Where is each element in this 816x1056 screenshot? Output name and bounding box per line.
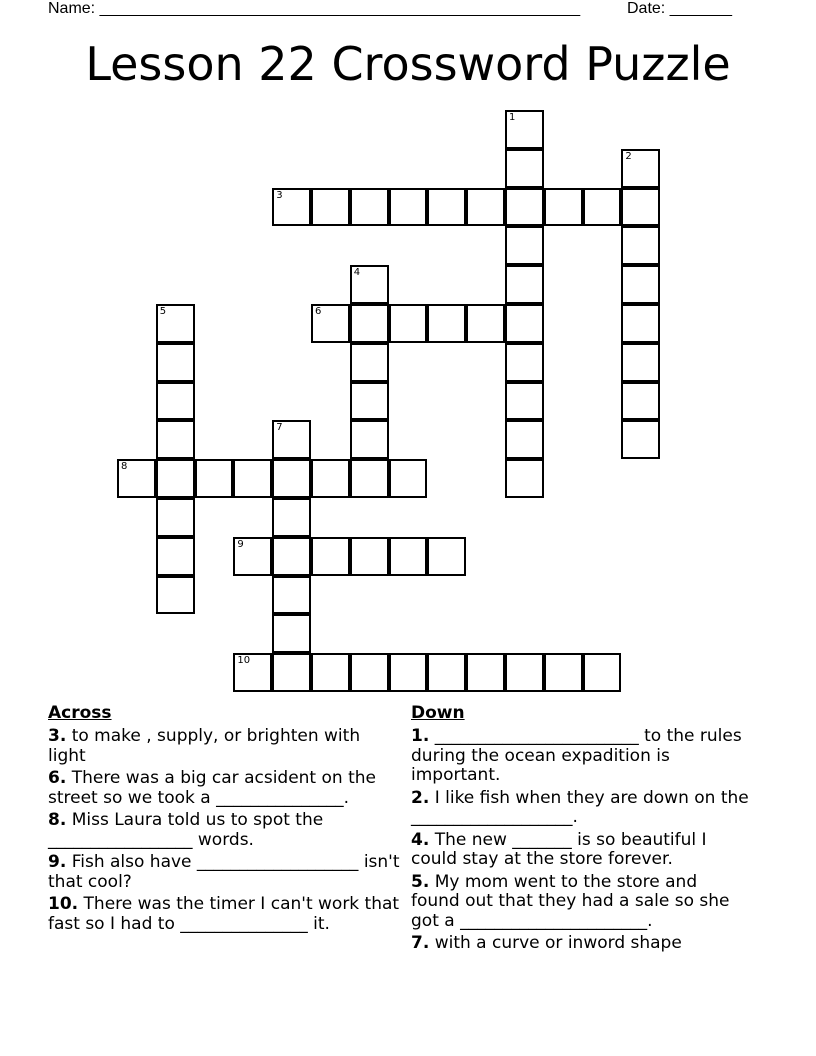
- clue-number-label: 10: [237, 655, 251, 667]
- crossword-cell[interactable]: [156, 576, 195, 615]
- crossword-cell[interactable]: [505, 459, 544, 498]
- down-heading: Down: [411, 703, 465, 723]
- clue-across-3: [48, 727, 403, 766]
- crossword-cell[interactable]: [427, 653, 466, 692]
- clue-text: Miss Laura told us to spot the _________________ words.: [48, 810, 324, 850]
- crossword-cell[interactable]: [427, 537, 466, 576]
- crossword-cell[interactable]: [389, 537, 428, 576]
- crossword-cell[interactable]: [350, 537, 389, 576]
- clue-down-4: [411, 831, 751, 870]
- crossword-cell[interactable]: [350, 653, 389, 692]
- clue-number: 2.: [411, 787, 430, 808]
- clue-text: with a curve or inword shape: [429, 933, 682, 953]
- crossword-cell[interactable]: [544, 653, 583, 692]
- crossword-cell[interactable]: [621, 343, 660, 382]
- clue-text: Fish also have ___________________ isn't that cool?: [48, 852, 400, 892]
- clue-number-label: 1: [509, 112, 516, 123]
- crossword-cell[interactable]: [505, 420, 544, 459]
- crossword-cell[interactable]: [233, 459, 272, 498]
- clue-number: 7.: [411, 933, 430, 953]
- clue-down-2: [411, 789, 751, 828]
- crossword-cell[interactable]: [311, 459, 350, 498]
- clue-number-label: 3: [276, 189, 283, 201]
- crossword-cell[interactable]: [583, 188, 622, 227]
- crossword-cell[interactable]: [272, 614, 311, 653]
- crossword-cell[interactable]: [621, 420, 660, 459]
- clue-text: ________________________ to the rules during the ocean expadition is important.: [411, 726, 742, 785]
- clue-across-6: [48, 769, 403, 808]
- crossword-cell[interactable]: [272, 420, 311, 459]
- clue-number-label: 2: [625, 150, 632, 162]
- crossword-cell[interactable]: [505, 110, 544, 149]
- crossword-cell[interactable]: [350, 343, 389, 382]
- clue-text: There was the timer I can't work that fast so I had to _______________ it.: [48, 894, 400, 934]
- crossword-cell[interactable]: [272, 188, 311, 227]
- crossword-cell[interactable]: [621, 304, 660, 343]
- crossword-cell[interactable]: [389, 188, 428, 227]
- crossword-cell[interactable]: [311, 188, 350, 227]
- clue-across-10: [48, 895, 403, 934]
- across-heading: Across: [48, 703, 112, 723]
- clue-number-label: 9: [237, 538, 244, 550]
- crossword-cell[interactable]: [583, 653, 622, 692]
- clue-down-5: [411, 873, 751, 932]
- clue-number: 6.: [48, 768, 67, 788]
- crossword-cell[interactable]: [389, 459, 428, 498]
- clue-number: 8.: [48, 810, 67, 830]
- crossword-cell[interactable]: [505, 382, 544, 421]
- crossword-cell[interactable]: [117, 459, 156, 498]
- crossword-cell[interactable]: [621, 188, 660, 227]
- crossword-cell[interactable]: [350, 265, 389, 304]
- crossword-cell[interactable]: [272, 459, 311, 498]
- crossword-cell[interactable]: [350, 304, 389, 343]
- clue-across-9: [48, 853, 403, 892]
- clue-number: 5.: [411, 871, 430, 892]
- crossword-cell[interactable]: [350, 459, 389, 498]
- crossword-cell[interactable]: [621, 226, 660, 265]
- crossword-cell[interactable]: [621, 149, 660, 188]
- clue-number: 10.: [48, 894, 79, 914]
- down-clues: [411, 704, 751, 957]
- crossword-cell[interactable]: [466, 188, 505, 227]
- clue-text: There was a big car acsident on the street so we took a _______________.: [48, 768, 376, 808]
- crossword-cell[interactable]: [466, 653, 505, 692]
- name-field[interactable]: Name: ______________________________________________________: [48, 0, 581, 17]
- crossword-cell[interactable]: [544, 188, 583, 227]
- crossword-cell[interactable]: [350, 188, 389, 227]
- crossword-cell[interactable]: [156, 304, 195, 343]
- crossword-cell[interactable]: [156, 537, 195, 576]
- crossword-cell[interactable]: [350, 420, 389, 459]
- crossword-cell[interactable]: [272, 498, 311, 537]
- clue-number-label: 6: [315, 306, 322, 317]
- clue-text: My mom went to the store and found out that they had a sale so she got a ______________________.: [411, 871, 730, 931]
- clue-number: 1.: [411, 726, 430, 746]
- crossword-cell[interactable]: [272, 576, 311, 615]
- crossword-cell[interactable]: [505, 343, 544, 382]
- crossword-cell[interactable]: [466, 304, 505, 343]
- clue-number: 4.: [411, 829, 430, 850]
- page-title: Lesson 22 Crossword Puzzle: [85, 37, 731, 91]
- clue-number-label: 7: [276, 422, 283, 434]
- crossword-cell[interactable]: [621, 382, 660, 421]
- crossword-cell[interactable]: [311, 537, 350, 576]
- crossword-cell[interactable]: [427, 304, 466, 343]
- crossword-cell[interactable]: [156, 420, 195, 459]
- clue-text: The new _______ is so beautiful I could stay at the store forever.: [411, 829, 707, 869]
- crossword-cell[interactable]: [233, 537, 272, 576]
- crossword-cell[interactable]: [350, 382, 389, 421]
- clue-down-1: [411, 727, 751, 786]
- clue-text: to make , supply, or brighten with light: [48, 726, 361, 766]
- clue-number-label: 5: [159, 306, 167, 317]
- crossword-cell[interactable]: [156, 459, 195, 498]
- crossword-cell[interactable]: [311, 304, 350, 343]
- crossword-cell[interactable]: [311, 653, 350, 692]
- crossword-cell[interactable]: [505, 265, 544, 304]
- clue-down-7: [411, 934, 751, 954]
- across-clues: [48, 704, 403, 937]
- crossword-cell[interactable]: [195, 459, 234, 498]
- clue-across-8: [48, 811, 403, 850]
- crossword-cell[interactable]: [233, 653, 272, 692]
- crossword-cell[interactable]: [505, 304, 544, 343]
- crossword-cell[interactable]: [505, 149, 544, 188]
- crossword-cell[interactable]: [621, 265, 660, 304]
- crossword-cell[interactable]: [505, 226, 544, 265]
- crossword-cell[interactable]: [156, 382, 195, 421]
- date-field[interactable]: Date: _______: [627, 0, 732, 17]
- clue-text: I like fish when they are down on the ___________________.: [411, 787, 749, 827]
- crossword-cell[interactable]: [156, 343, 195, 382]
- clue-number: 3.: [48, 726, 67, 746]
- crossword-cell[interactable]: [427, 188, 466, 227]
- crossword-cell[interactable]: [505, 188, 544, 227]
- crossword-cell[interactable]: [156, 498, 195, 537]
- crossword-cell[interactable]: [389, 653, 428, 692]
- clue-number-label: 8: [121, 461, 128, 473]
- clue-number-label: 4: [353, 267, 361, 279]
- crossword-cell[interactable]: [272, 653, 311, 692]
- crossword-cell[interactable]: [505, 653, 544, 692]
- crossword-cell[interactable]: [389, 304, 428, 343]
- clue-number: 9.: [48, 852, 67, 872]
- crossword-cell[interactable]: [272, 537, 311, 576]
